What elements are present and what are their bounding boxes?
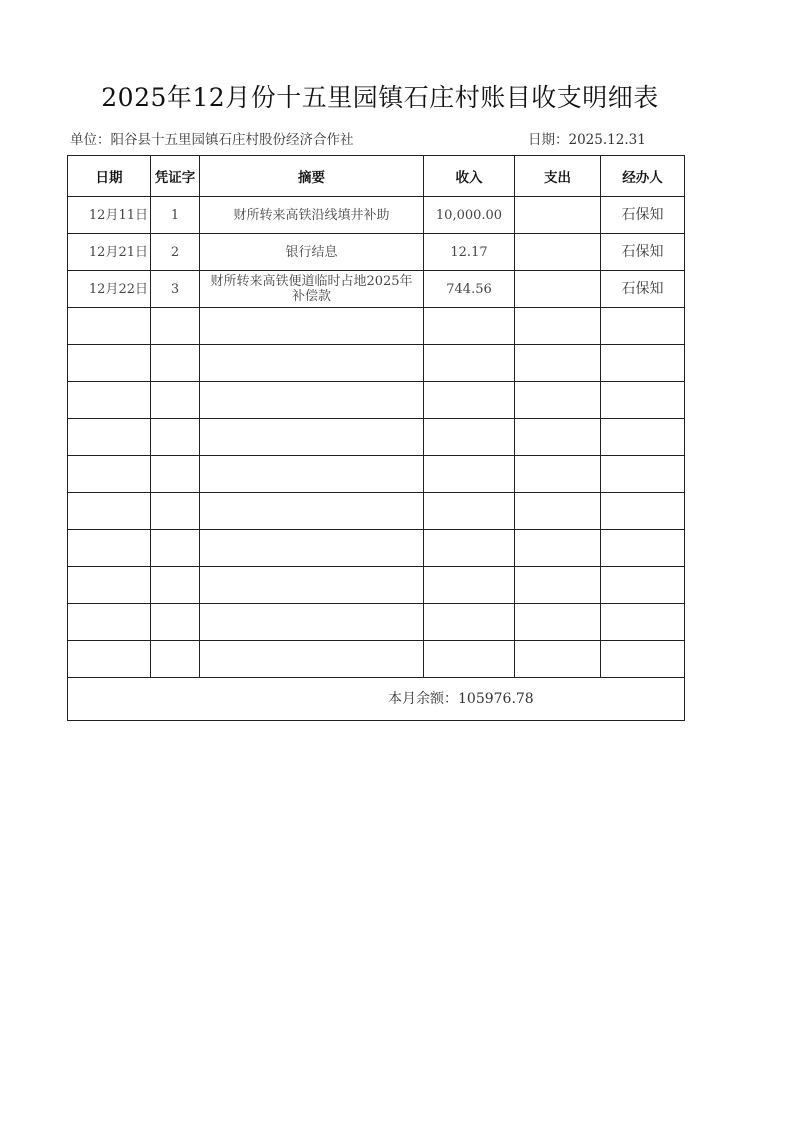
cell-income [424,493,515,530]
cell-expense [515,197,601,234]
table-row [68,604,685,641]
cell-income: 12.17 [424,234,515,271]
table-row [68,419,685,456]
cell-summary [200,382,424,419]
cell-summary [200,456,424,493]
cell-summary: 银行结息 [200,234,424,271]
header-expense: 支出 [515,156,601,197]
header-income: 收入 [424,156,515,197]
cell-date [68,456,151,493]
cell-expense [515,530,601,567]
table-row [68,197,685,234]
cell-income [424,308,515,345]
cell-summary [200,604,424,641]
cell-income [424,641,515,678]
cell-handler [601,456,685,493]
cell-summary [200,419,424,456]
table-row [68,234,685,271]
cell-date [68,567,151,604]
footer-row [68,678,685,721]
cell-income [424,530,515,567]
table-row [68,382,685,419]
page-title: 2025年12月份十五里园镇石庄村账目收支明细表 [101,83,659,112]
cell-expense [515,419,601,456]
table-row [68,641,685,678]
cell-voucher [151,345,200,382]
cell-handler: 石保知 [601,197,685,234]
cell-date [68,604,151,641]
cell-expense [515,604,601,641]
cell-date: 12月11日 [68,197,151,234]
table-row [68,308,685,345]
cell-handler [601,345,685,382]
cell-income [424,604,515,641]
cell-expense [515,641,601,678]
cell-expense [515,271,601,308]
cell-voucher [151,567,200,604]
cell-voucher [151,530,200,567]
cell-summary [200,308,424,345]
cell-voucher [151,456,200,493]
cell-handler [601,382,685,419]
cell-handler [601,419,685,456]
cell-date [68,419,151,456]
cell-date [68,345,151,382]
table-row [68,271,685,308]
cell-voucher [151,419,200,456]
cell-income [424,567,515,604]
cell-expense [515,345,601,382]
cell-summary: 财所转来高铁便道临时占地2025年补偿款 [200,271,424,308]
cell-date: 12月21日 [68,234,151,271]
cell-expense [515,567,601,604]
cell-handler [601,308,685,345]
cell-expense [515,308,601,345]
cell-date [68,493,151,530]
cell-date [68,382,151,419]
header-handler: 经办人 [601,156,685,197]
cell-expense [515,382,601,419]
cell-voucher: 3 [151,271,200,308]
cell-date [68,530,151,567]
cell-voucher [151,493,200,530]
cell-date [68,641,151,678]
cell-income [424,382,515,419]
cell-income: 744.56 [424,271,515,308]
cell-income [424,419,515,456]
cell-voucher [151,382,200,419]
cell-handler [601,604,685,641]
cell-expense [515,456,601,493]
cell-voucher: 2 [151,234,200,271]
cell-voucher: 1 [151,197,200,234]
cell-summary [200,345,424,382]
table-row [68,567,685,604]
cell-voucher [151,308,200,345]
table-row [68,530,685,567]
cell-voucher [151,604,200,641]
cell-handler: 石保知 [601,234,685,271]
cell-summary [200,567,424,604]
table-row [68,456,685,493]
header-voucher: 凭证字 [151,156,200,197]
cell-handler [601,641,685,678]
unit-label: 单位：阳谷县十五里园镇石庄村股份经济合作社 [70,132,354,148]
header-date: 日期 [68,156,151,197]
cell-summary: 财所转来高铁沿线填井补助 [200,197,424,234]
monthly-balance: 本月余额：105976.78 [68,678,685,721]
cell-handler: 石保知 [601,271,685,308]
cell-handler [601,530,685,567]
cell-date: 12月22日 [68,271,151,308]
header-summary: 摘要 [200,156,424,197]
table-row [68,493,685,530]
cell-income: 10,000.00 [424,197,515,234]
cell-income [424,456,515,493]
cell-handler [601,493,685,530]
cell-expense [515,234,601,271]
cell-voucher [151,641,200,678]
cell-summary [200,493,424,530]
table-row [68,345,685,382]
cell-date [68,308,151,345]
cell-summary [200,530,424,567]
cell-income [424,345,515,382]
cell-expense [515,493,601,530]
ledger-table [67,155,685,721]
cell-handler [601,567,685,604]
cell-summary [200,641,424,678]
table-header-row [68,156,685,197]
date-label: 日期：2025.12.31 [528,132,646,148]
